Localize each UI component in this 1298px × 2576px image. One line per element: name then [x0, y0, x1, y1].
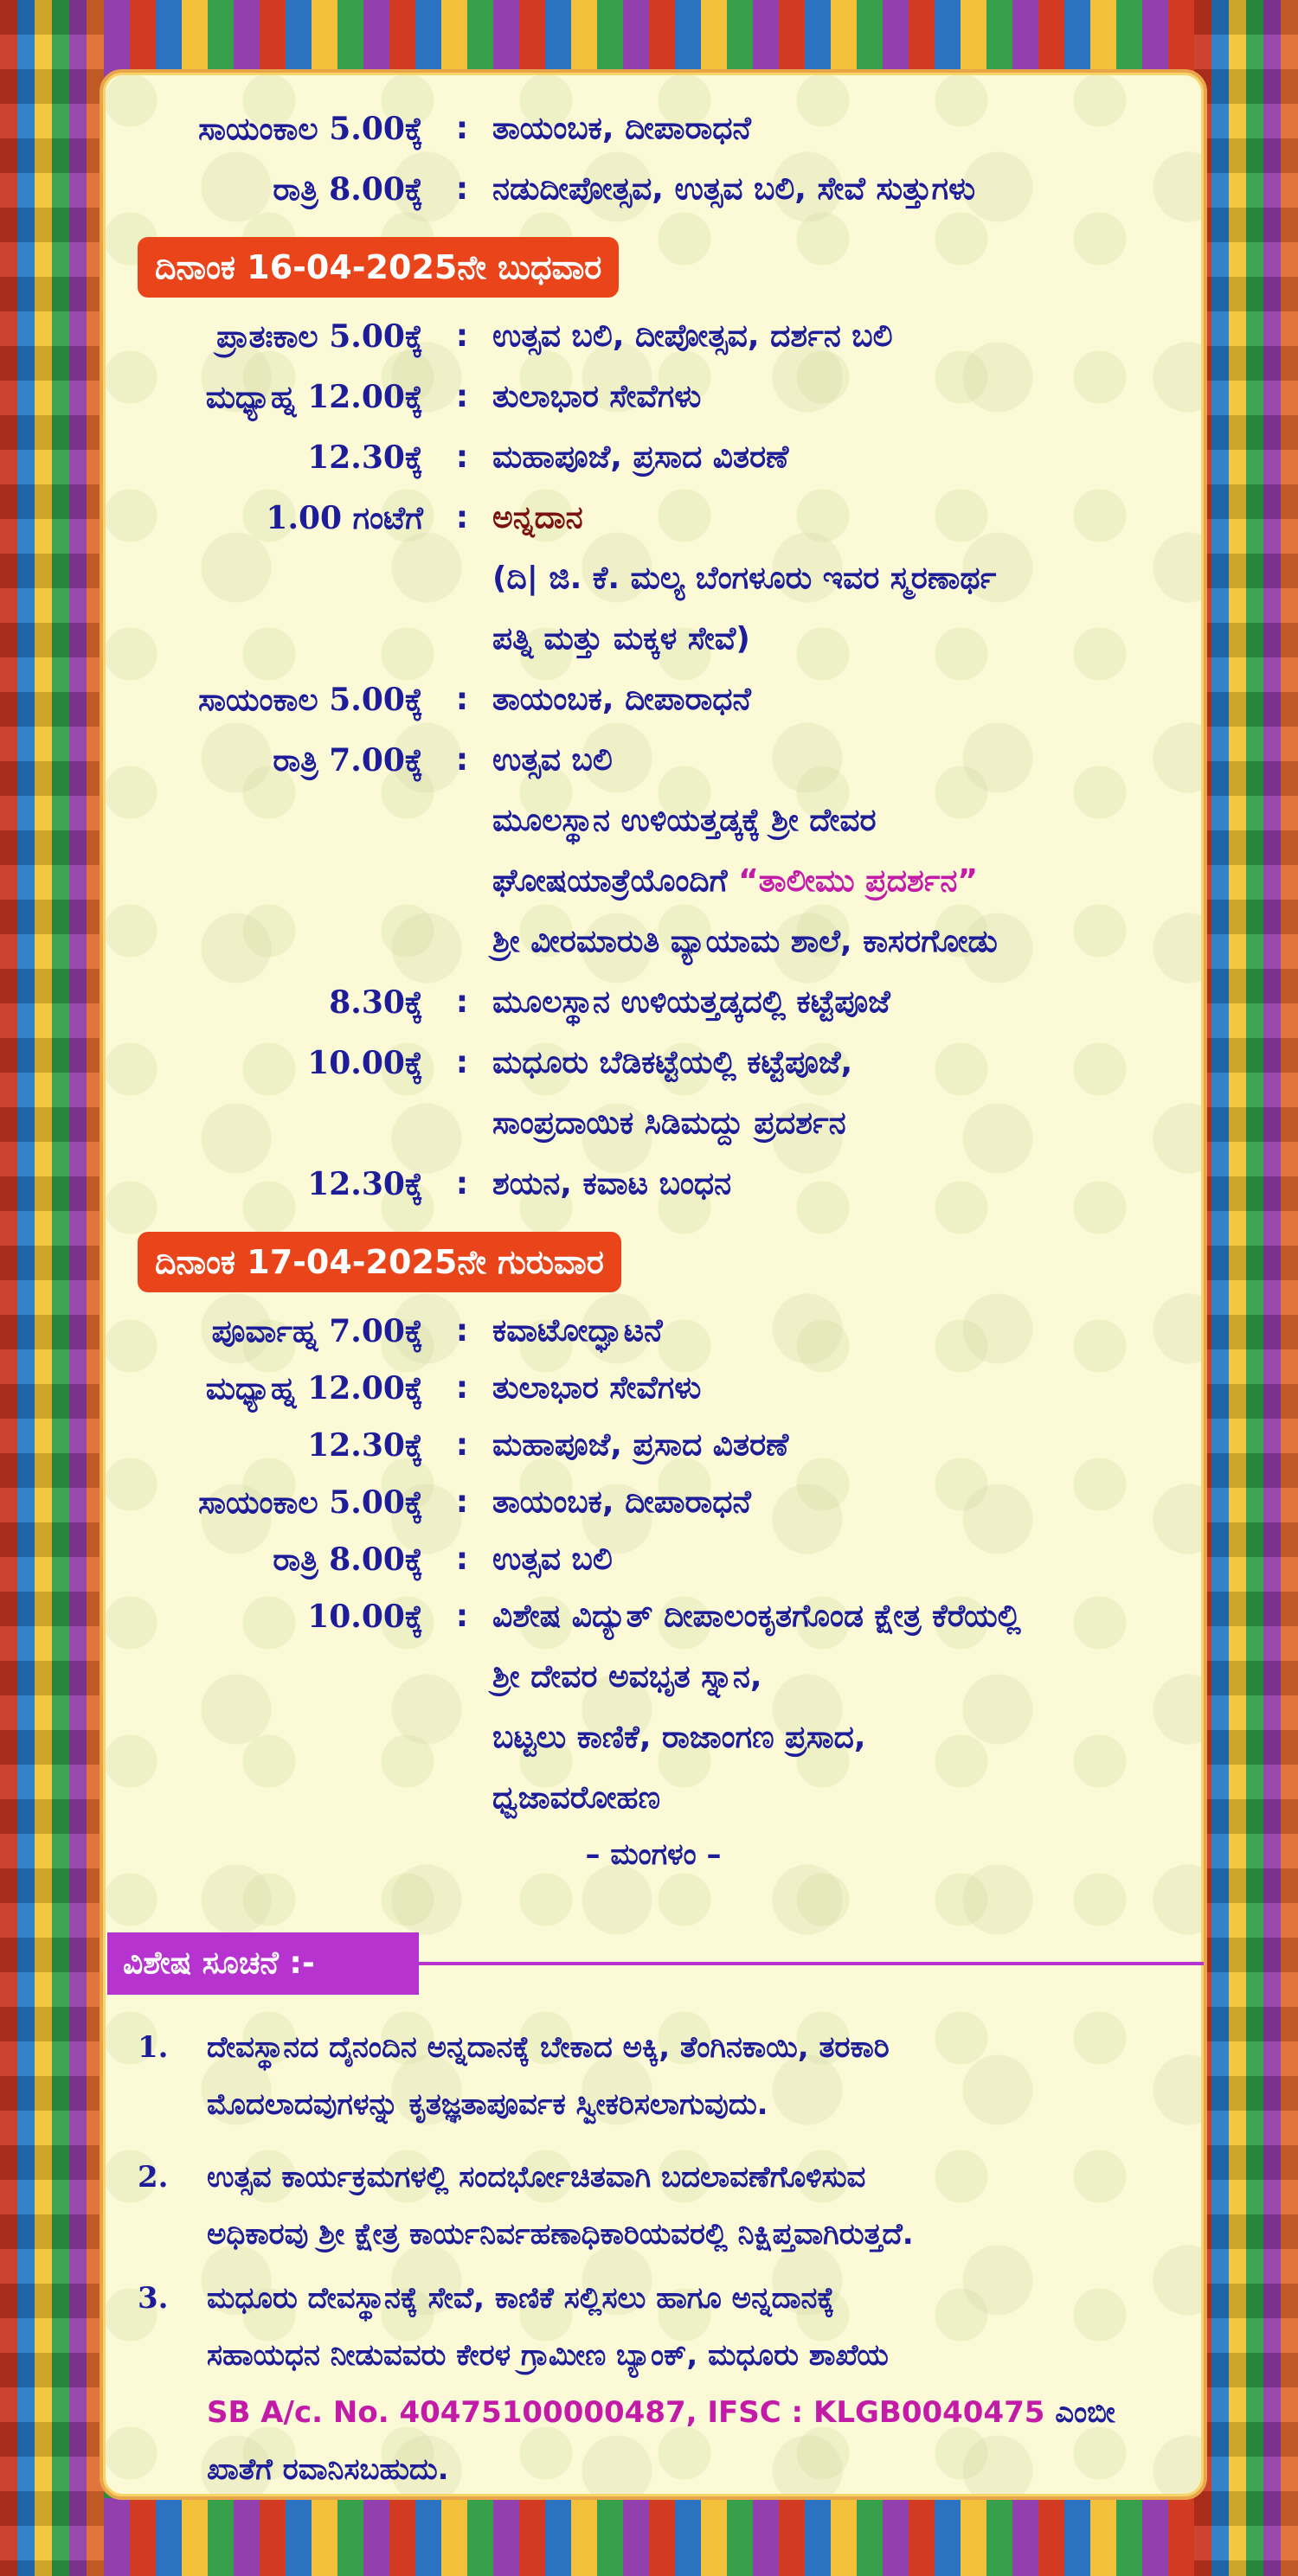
- schedule-row: [103, 972, 1204, 1033]
- row-desc: ಮಹಾಪೂಜೆ, ಪ್ರಸಾದ ವಿತರಣೆ: [492, 439, 789, 475]
- row-colon: :: [455, 682, 469, 717]
- row-desc: ತುಲಾಭಾರ ಸೇವೆಗಳು: [492, 1370, 702, 1406]
- taleemu-highlight: “ತಾಲೀಮು ಪ್ರದರ್ಶನ”: [738, 863, 979, 899]
- row-colon: :: [455, 171, 469, 207]
- row-desc: ತಾಯಂಬಕ, ದೀಪಾರಾಧನೆ: [492, 682, 751, 717]
- row-time: ಸಾಯಂಕಾಲ 5.00ಕ್ಕೆ: [198, 1484, 423, 1521]
- schedule-row: [103, 1154, 1204, 1214]
- row-colon: :: [455, 1541, 469, 1577]
- note-text: ಉತ್ಸವ ಕಾರ್ಯಕ್ರಮಗಳಲ್ಲಿ ಸಂದರ್ಭೋಚಿತವಾಗಿ ಬದಲಾವಣೆಗೊಳಿಸುವ ಅಧಿಕಾರವು ಶ್ರೀ ಕ್ಷೇತ್ರ ಕಾರ್ಯನಿರ್ವಹಣಾಧಿಕಾರಿಯವರಲ್ಲಿ ನಿಕ್ಷಿಪ್ತವಾಗಿರುತ್ತದೆ.: [207, 2160, 914, 2252]
- row-time: 1.00 ಗಂಟೆಗೆ: [266, 500, 423, 536]
- row-desc: ಉತ್ಸವ ಬಲಿ, ದೀಪೋತ್ಸವ, ದರ್ಶನ ಬಲಿ: [492, 318, 893, 354]
- row-colon: :: [455, 1484, 469, 1520]
- date-badge-17: ದಿನಾಂಕ 17-04-2025ನೇ ಗುರುವಾರ: [138, 1232, 621, 1292]
- row-desc: ಮೂಲಸ್ಥಾನ ಉಳಿಯತ್ತಡ್ಕದಲ್ಲಿ ಕಟ್ಟೆಪೂಜೆ: [492, 984, 890, 1020]
- notes-header: ವಿಶೇಷ ಸೂಚನೆ :-: [107, 1932, 419, 1995]
- schedule-row: [103, 670, 1204, 730]
- row-colon: :: [455, 111, 469, 146]
- note-item: [138, 2149, 1152, 2263]
- row-colon: :: [455, 984, 469, 1020]
- temple-border-top: [0, 0, 1298, 78]
- row-time: ಸಾಯಂಕಾಲ 5.00ಕ್ಕೆ: [198, 682, 423, 718]
- schedule-row: [103, 488, 1204, 670]
- row-colon: :: [455, 500, 469, 535]
- schedule-row: [103, 1358, 1204, 1419]
- row-time: ಮಧ್ಯಾಹ್ನ 12.00ಕ್ಕೆ: [205, 379, 423, 415]
- note-number: 2.: [138, 2160, 169, 2195]
- notes-divider: [419, 1962, 1204, 1965]
- row-time: 10.00ಕ್ಕೆ: [307, 1045, 423, 1081]
- row-desc: ಉತ್ಸವ ಬಲಿ ಮೂಲಸ್ಥಾನ ಉಳಿಯತ್ತಡ್ಕಕ್ಕೆ ಶ್ರೀ ದೇವರ ಘೋಷಯಾತ್ರೆಯೊಂದಿಗೆ “ತಾಲೀಮು ಪ್ರದರ್ಶನ” ಶ್ರೀ ವೀರಮಾರುತಿ ವ್ಯಾಯಾಮ ಶಾಲೆ, ಕಾಸರಗೋಡು: [492, 742, 998, 959]
- row-colon: :: [455, 379, 469, 414]
- schedule-row: [103, 1415, 1204, 1476]
- note-number: 1.: [138, 2030, 169, 2065]
- row-desc: ತಾಯಂಬಕ, ದೀಪಾರಾಧನೆ: [492, 1484, 751, 1520]
- row-desc: ಉತ್ಸವ ಬಲಿ: [492, 1541, 613, 1577]
- row-desc: ಮಧೂರು ಬೆಡಿಕಟ್ಟೆಯಲ್ಲಿ ಕಟ್ಟೆಪೂಜೆ, ಸಾಂಪ್ರದಾಯಿಕ ಸಿಡಿಮದ್ದು ಪ್ರದರ್ಶನ: [492, 1045, 853, 1141]
- bank-account-details: SB A/c. No. 40475100000487, IFSC : KLGB0040475: [207, 2395, 1045, 2430]
- row-colon: :: [455, 1045, 469, 1080]
- row-desc: ವಿಶೇಷ ವಿದ್ಯುತ್ ದೀಪಾಲಂಕೃತಗೊಂಡ ಕ್ಷೇತ್ರ ಕೆರೆಯಲ್ಲಿ ಶ್ರೀ ದೇವರ ಅವಭೃತ ಸ್ನಾನ, ಬಟ್ಟಲು ಕಾಣಿಕೆ, ರಾಜಾಂಗಣ ಪ್ರಸಾದ, ಧ್ವಜಾವರೋಹಣ: [492, 1599, 1021, 1816]
- row-desc: ಅನ್ನದಾನ (ದಿ| ಜಿ. ಕೆ. ಮಲ್ಯ ಬೆಂಗಳೂರು ಇವರ ಸ್ಮರಣಾರ್ಥ ಪತ್ನಿ ಮತ್ತು ಮಕ್ಕಳ ಸೇವೆ): [492, 488, 1204, 670]
- schedule-row: [103, 1301, 1204, 1362]
- row-colon: :: [455, 1599, 469, 1634]
- row-colon: :: [455, 1166, 469, 1201]
- row-time: ಪೂರ್ವಾಹ್ನ 7.00ಕ್ಕೆ: [211, 1313, 423, 1349]
- row-colon: :: [455, 1370, 469, 1406]
- row-time: 10.00ಕ್ಕೆ: [307, 1599, 423, 1635]
- row-desc: ತುಲಾಭಾರ ಸೇವೆಗಳು: [492, 379, 702, 414]
- schedule-row: [103, 1472, 1204, 1533]
- note-item: [138, 2019, 1152, 2133]
- row-desc: ಶಯನ, ಕವಾಟ ಬಂಧನ: [492, 1166, 732, 1201]
- note-text: ದೇವಸ್ಥಾನದ ದೈನಂದಿನ ಅನ್ನದಾನಕ್ಕೆ ಬೇಕಾದ ಅಕ್ಕಿ, ತೆಂಗಿನಕಾಯಿ, ತರಕಾರಿ ಮೊದಲಾದವುಗಳನ್ನು ಕೃತಜ್ಞತಾಪೂರ್ವಕ ಸ್ವೀಕರಿಸಲಾಗುವುದು.: [207, 2030, 890, 2122]
- row-time: ರಾತ್ರಿ 8.00ಕ್ಕೆ: [273, 1541, 423, 1578]
- row-colon: :: [455, 1427, 469, 1463]
- row-time: 12.30ಕ್ಕೆ: [307, 1166, 423, 1202]
- date-badge-16: ದಿನಾಂಕ 16-04-2025ನೇ ಬುಧವಾರ: [138, 237, 619, 298]
- schedule-row: [103, 427, 1204, 488]
- temple-border-bottom: [0, 2498, 1298, 2576]
- row-desc: ತಾಯಂಬಕ, ದೀಪಾರಾಧನೆ: [492, 111, 751, 146]
- schedule-row: [103, 306, 1204, 367]
- row-colon: :: [455, 439, 469, 475]
- schedule-row: [103, 1033, 1204, 1154]
- temple-border-left: [0, 0, 104, 2576]
- row-time: ಮಧ್ಯಾಹ್ನ 12.00ಕ್ಕೆ: [205, 1370, 423, 1407]
- schedule-row: [103, 159, 1204, 220]
- schedule-row: [103, 1586, 1204, 1829]
- row-time: ಪ್ರಾತಃಕಾಲ 5.00ಕ್ಕೆ: [216, 318, 423, 355]
- annadana-title: ಅನ್ನದಾನ: [492, 500, 583, 535]
- schedule-row: [103, 367, 1204, 427]
- row-desc: ಮಹಾಪೂಜೆ, ಪ್ರಸಾದ ವಿತರಣೆ: [492, 1427, 789, 1463]
- schedule-panel: [100, 69, 1207, 2500]
- row-desc: ಕವಾಟೋದ್ಘಾಟನೆ: [492, 1313, 663, 1349]
- row-colon: :: [455, 742, 469, 778]
- schedule-row: [103, 99, 1204, 159]
- note-text: ಮಧೂರು ದೇವಸ್ಥಾನಕ್ಕೆ ಸೇವೆ, ಕಾಣಿಕೆ ಸಲ್ಲಿಸಲು ಹಾಗೂ ಅನ್ನದಾನಕ್ಕೆ ಸಹಾಯಧನ ನೀಡುವವರು ಕೇರಳ ಗ್ರಾಮೀಣ ಬ್ಯಾಂಕ್, ಮಧೂರು ಶಾಖೆಯ SB A/c. No. 40475100000487, IFSC : KLGB0040475 ಎಂಬೀ ಖಾತೆಗೆ ರವಾನಿಸಬಹುದು.: [207, 2281, 1115, 2487]
- row-colon: :: [455, 318, 469, 354]
- temple-border-right: [1194, 0, 1298, 2576]
- row-time: ಸಾಯಂಕಾಲ 5.00ಕ್ಕೆ: [198, 111, 423, 147]
- schedule-row: [103, 1529, 1204, 1590]
- row-time: ರಾತ್ರಿ 8.00ಕ್ಕೆ: [273, 171, 423, 208]
- row-time: 12.30ಕ್ಕೆ: [307, 439, 423, 476]
- schedule-row: [103, 730, 1204, 972]
- note-number: 3.: [138, 2281, 169, 2316]
- row-colon: :: [455, 1313, 469, 1349]
- row-desc: ನಡುದೀಪೋತ್ಸವ, ಉತ್ಸವ ಬಲಿ, ಸೇವೆ ಸುತ್ತುಗಳು: [492, 171, 976, 207]
- mangalam-text: – ಮಂಗಳಂ –: [585, 1837, 722, 1872]
- row-time: ರಾತ್ರಿ 7.00ಕ್ಕೆ: [273, 742, 423, 779]
- row-time: 12.30ಕ್ಕೆ: [307, 1427, 423, 1464]
- row-time: 8.30ಕ್ಕೆ: [329, 984, 423, 1021]
- note-item: [138, 2270, 1152, 2498]
